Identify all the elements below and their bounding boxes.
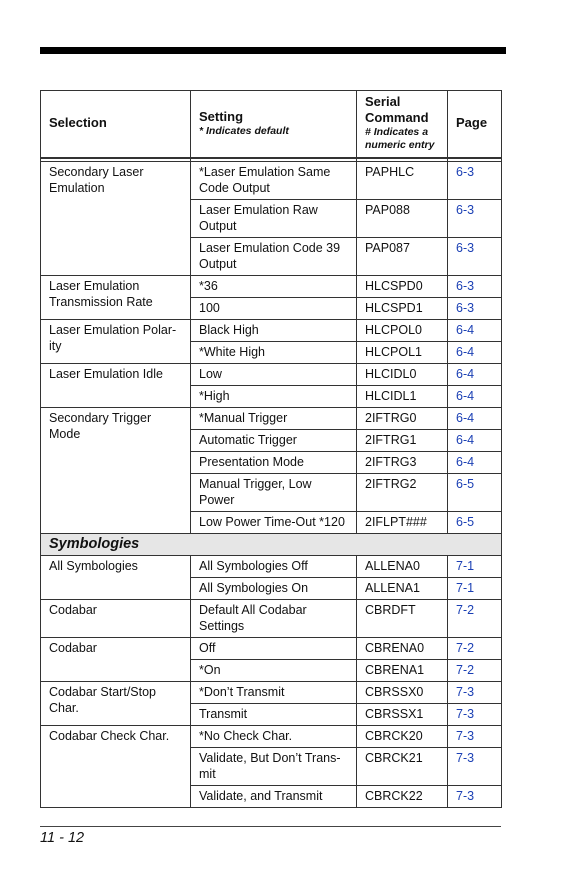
header-serial-command-note: # Indicates a numeric entry [365,126,435,151]
serial-command-cell: 2IFLPT### [357,512,448,534]
setting-cell: Validate, and Transmit [191,786,357,808]
table-row [41,162,502,200]
serial-command-cell: ALLENA0 [357,556,448,578]
serial-command-cell: CBRSSX0 [357,682,448,704]
section-header-row [41,534,502,556]
serial-command-cell: CBRSSX1 [357,704,448,726]
setting-cell: Validate, But Don’t Trans-mit [191,748,357,786]
page-number: 11 - 12 [40,830,85,846]
setting-cell: *High [191,386,357,408]
selection-cell: Laser Emulation Transmission Rate [41,276,191,320]
setting-cell: *Don’t Transmit [191,682,357,704]
page-link[interactable]: 6-4 [448,320,502,342]
selection-cell: Codabar [41,600,191,638]
page-link[interactable]: 6-4 [448,342,502,364]
serial-command-cell: 2IFTRG3 [357,452,448,474]
top-rule [40,47,506,54]
serial-command-cell: CBRENA1 [357,660,448,682]
serial-command-cell: HLCPOL0 [357,320,448,342]
page-link[interactable]: 7-3 [448,786,502,808]
page-link[interactable]: 7-3 [448,748,502,786]
setting-cell: Manual Trigger, Low Power [191,474,357,512]
page-link[interactable]: 6-5 [448,512,502,534]
setting-cell: Presentation Mode [191,452,357,474]
serial-command-cell: HLCPOL1 [357,342,448,364]
header-page: Page [448,91,502,159]
page-link[interactable]: 6-3 [448,298,502,320]
page-link[interactable]: 6-3 [448,200,502,238]
page-link[interactable]: 7-3 [448,682,502,704]
table-body [41,158,502,808]
setting-cell: All Symbologies On [191,578,357,600]
setting-cell: Laser Emulation Code 39 Output [191,238,357,276]
selection-cell: Laser Emulation Idle [41,364,191,408]
page-link[interactable]: 7-3 [448,704,502,726]
page-link[interactable]: 7-2 [448,600,502,638]
setting-cell: Black High [191,320,357,342]
page-link[interactable]: 6-4 [448,364,502,386]
page-link[interactable]: 6-3 [448,238,502,276]
section-title: Symbologies [41,534,502,556]
setting-cell: Low Power Time-Out *120 [191,512,357,534]
selection-cell: All Symbologies [41,556,191,600]
page-link[interactable]: 6-4 [448,430,502,452]
selection-cell: Secondary Laser Emulation [41,162,191,276]
selection-cell: Secondary Trigger Mode [41,408,191,534]
table-row [41,364,502,386]
setting-cell: *On [191,660,357,682]
setting-cell: Laser Emulation Raw Output [191,200,357,238]
serial-command-cell: HLCSPD0 [357,276,448,298]
serial-command-cell: CBRDFT [357,600,448,638]
table-row [41,682,502,704]
header-setting: Setting * Indicates default [191,91,357,159]
setting-cell: *36 [191,276,357,298]
serial-command-cell: PAPHLC [357,162,448,200]
table-row [41,276,502,298]
header-selection: Selection [41,91,191,159]
header-serial-command: Serial Command # Indicates a numeric entry [357,91,448,159]
page-link[interactable]: 6-3 [448,276,502,298]
serial-command-cell: 2IFTRG2 [357,474,448,512]
serial-command-cell: CBRCK21 [357,748,448,786]
setting-cell: *White High [191,342,357,364]
serial-command-cell: HLCIDL1 [357,386,448,408]
table-row [41,320,502,342]
page-link[interactable]: 6-4 [448,408,502,430]
serial-command-cell: HLCSPD1 [357,298,448,320]
setting-cell: Off [191,638,357,660]
setting-cell: Transmit [191,704,357,726]
selection-cell: Codabar Check Char. [41,726,191,808]
serial-command-cell: PAP088 [357,200,448,238]
serial-command-table [40,90,502,808]
setting-cell: Default All Codabar Settings [191,600,357,638]
setting-cell: Automatic Trigger [191,430,357,452]
page-link[interactable]: 7-3 [448,726,502,748]
table-row [41,726,502,748]
table-row [41,638,502,660]
page-link[interactable]: 6-3 [448,162,502,200]
setting-cell: Low [191,364,357,386]
table-row [41,556,502,578]
bottom-rule [40,826,501,827]
serial-command-cell: CBRENA0 [357,638,448,660]
page-link[interactable]: 7-2 [448,638,502,660]
table-row [41,600,502,638]
setting-cell: *Manual Trigger [191,408,357,430]
page-link[interactable]: 6-4 [448,452,502,474]
selection-cell: Codabar Start/Stop Char. [41,682,191,726]
setting-cell: *Laser Emulation Same Code Output [191,162,357,200]
setting-cell: All Symbologies Off [191,556,357,578]
serial-command-cell: ALLENA1 [357,578,448,600]
page-link[interactable]: 7-1 [448,578,502,600]
serial-command-cell: CBRCK22 [357,786,448,808]
serial-command-cell: HLCIDL0 [357,364,448,386]
table-row [41,408,502,430]
setting-cell: *No Check Char. [191,726,357,748]
page-link[interactable]: 7-2 [448,660,502,682]
table-header-row [41,91,502,159]
serial-command-cell: CBRCK20 [357,726,448,748]
setting-cell: 100 [191,298,357,320]
selection-cell: Laser Emulation Polar-ity [41,320,191,364]
serial-command-cell: 2IFTRG1 [357,430,448,452]
serial-command-cell: 2IFTRG0 [357,408,448,430]
selection-cell: Codabar [41,638,191,682]
serial-command-cell: PAP087 [357,238,448,276]
header-setting-note: * Indicates default [199,124,289,137]
page-link[interactable]: 6-4 [448,386,502,408]
page-link[interactable]: 6-5 [448,474,502,512]
page-link[interactable]: 7-1 [448,556,502,578]
